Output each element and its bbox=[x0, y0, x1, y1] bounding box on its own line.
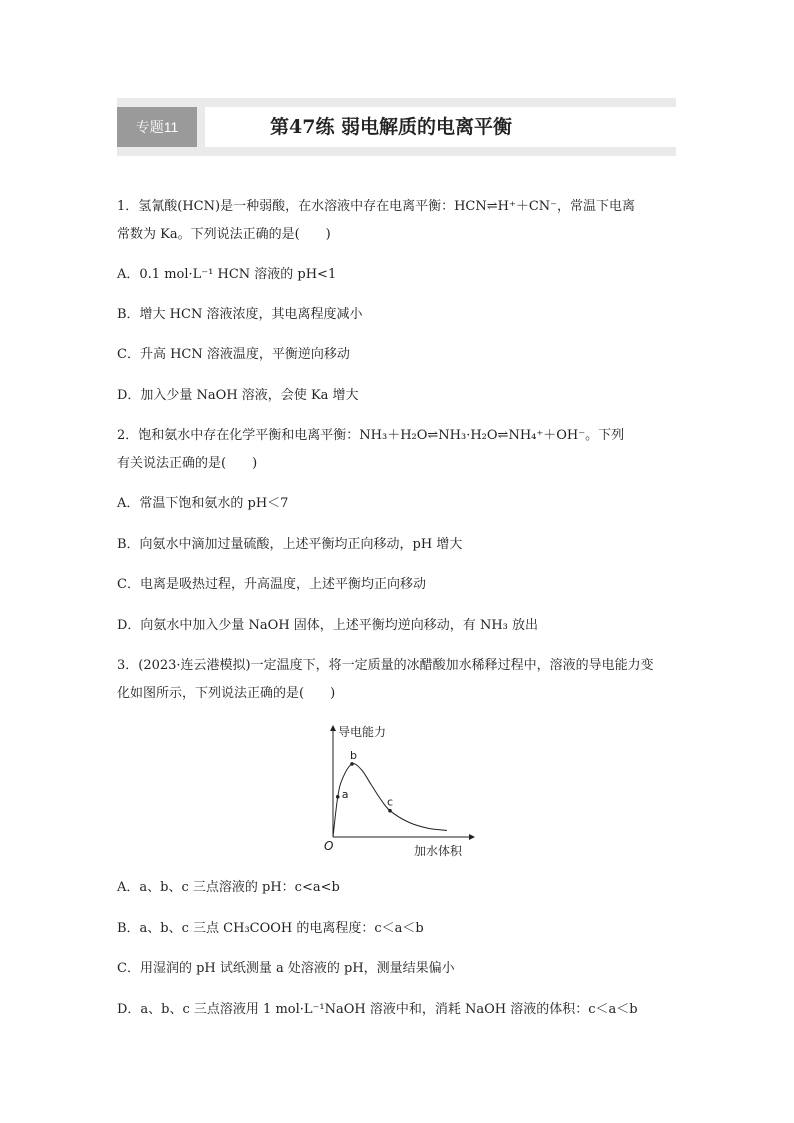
question-1-option-c: C．升高 HCN 溶液温度，平衡逆向移动 bbox=[117, 347, 350, 362]
point-label-b: b bbox=[350, 748, 357, 762]
question-2-option-c: C．电离是吸热过程，升高温度，上述平衡均正向移动 bbox=[117, 577, 426, 592]
page-title: 第47练 弱电解质的电离平衡 bbox=[270, 116, 513, 138]
data-points bbox=[336, 749, 393, 813]
question-3-option-d: D．a、b、c 三点溶液用 1 mol·L⁻¹NaOH 溶液中和，消耗 NaOH 溶液的体积：c＜a＜b bbox=[117, 1002, 638, 1017]
question-2-stem-line-2: 有关说法正确的是( ) bbox=[117, 456, 258, 471]
conductivity-chart bbox=[318, 722, 478, 860]
question-1-option-d: D．加入少量 NaOH 溶液，会使 Ka 增大 bbox=[117, 388, 359, 403]
question-3-option-c: C．用湿润的 pH 试纸测量 a 处溶液的 pH，测量结果偏小 bbox=[117, 961, 455, 976]
question-1-option-a: A．0.1 mol·L⁻¹ HCN 溶液的 pH<1 bbox=[117, 267, 337, 282]
question-3-stem-line-2: 化如图所示，下列说法正确的是( ) bbox=[117, 686, 336, 701]
question-1-option-b: B．增大 HCN 溶液浓度，其电离程度减小 bbox=[117, 307, 363, 322]
point-label-a: a bbox=[341, 787, 349, 801]
question-1-stem-line-1: 1．氢氰酸(HCN)是一种弱酸，在水溶液中存在电离平衡：HCN⇌H⁺＋CN⁻，常温下电离 bbox=[117, 199, 636, 214]
point-label-c: c bbox=[387, 795, 394, 809]
point-c bbox=[388, 809, 392, 813]
question-3-stem-line-1: 3．(2023·连云港模拟)一定温度下，将一定质量的冰醋酸加水稀释过程中，溶液的导电能力变 bbox=[117, 658, 654, 673]
x-axis-label: 加水体积 bbox=[414, 844, 463, 858]
question-2-option-b: B．向氨水中滴加过量硫酸，上述平衡均正向移动，pH 增大 bbox=[117, 537, 463, 552]
question-3-option-b: B．a、b、c 三点 CH₃COOH 的电离程度：c＜a＜b bbox=[117, 921, 424, 936]
y-axis-label: 导电能力 bbox=[338, 725, 387, 739]
origin-label: O bbox=[324, 839, 334, 853]
topic-tag: 专题11 bbox=[117, 107, 197, 147]
point-b bbox=[350, 762, 354, 766]
question-2-stem-line-1: 2．饱和氨水中存在化学平衡和电离平衡：NH₃＋H₂O⇌NH₃·H₂O⇌NH₄⁺＋OH⁻。下列 bbox=[117, 428, 625, 443]
question-2-option-a: A．常温下饱和氨水的 pH＜7 bbox=[117, 496, 289, 511]
question-2-option-d: D．向氨水中加入少量 NaOH 固体，上述平衡均逆向移动，有 NH₃ 放出 bbox=[117, 618, 538, 633]
question-1-stem-line-2: 常数为 Ka。下列说法正确的是( ) bbox=[117, 227, 331, 242]
question-3-option-a: A．a、b、c 三点溶液的 pH：c<a<b bbox=[117, 880, 340, 895]
point-a bbox=[336, 795, 340, 799]
